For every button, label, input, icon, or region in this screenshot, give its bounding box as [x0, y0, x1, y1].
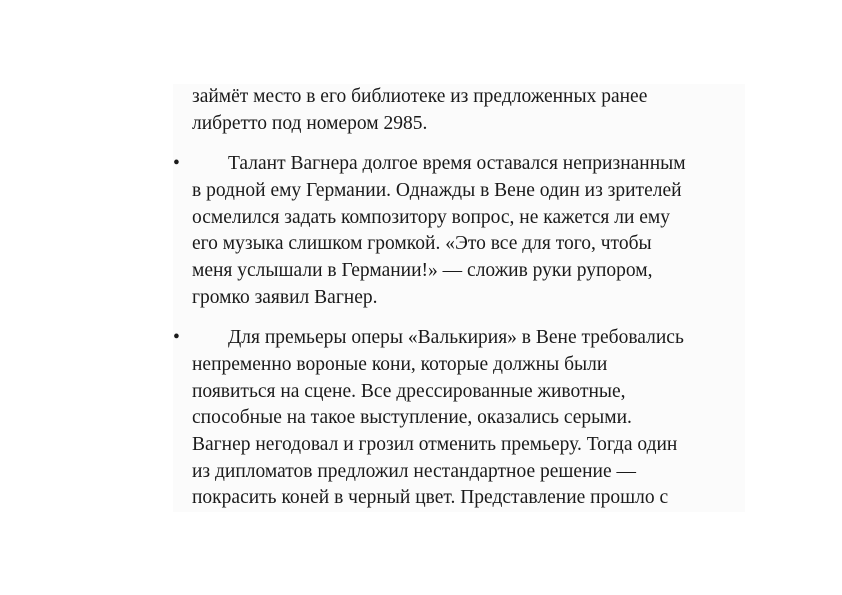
bullet-3: •	[173, 327, 180, 348]
paragraph-3-line-1: Для премьеры оперы «Валькирия» в Вене требовались	[228, 327, 684, 348]
paragraph-3-line-3: появиться на сцене. Все дрессированные животные,	[192, 381, 626, 402]
paragraph-3-line-5: Вагнер негодовал и грозил отменить премьеру. Тогда один	[192, 434, 678, 455]
paragraph-2-line-1: Талант Вагнера долгое время оставался непризнанным	[228, 153, 686, 174]
paragraph-3-line-4: способные на такое выступление, оказались серыми.	[192, 407, 632, 428]
paragraph-3-line-2: непременно вороные кони, которые должны были	[192, 354, 608, 375]
paragraph-3-line-6: из дипломатов предложил нестандартное решение —	[192, 461, 636, 482]
bullet-2: •	[173, 153, 180, 174]
text-block	[173, 84, 745, 512]
paragraph-1-line-1: займёт место в его библиотеке из предложенных ранее	[192, 86, 648, 107]
paragraph-2-line-3: осмелился задать композитору вопрос, не кажется ли ему	[192, 207, 671, 228]
paragraph-2-line-2: в родной ему Германии. Однажды в Вене один из зрителей	[192, 180, 682, 201]
paragraph-2-line-6: громко заявил Вагнер.	[192, 287, 378, 308]
paragraph-2-line-4: его музыка слишком громкой. «Это все для того, чтобы	[192, 233, 652, 254]
paragraph-2-line-5: меня услышали в Германии!» — сложив руки рупором,	[192, 260, 653, 281]
paragraph-1-line-2: либретто под номером 2985.	[192, 113, 428, 134]
paragraph-3-line-7: покрасить коней в черный цвет. Представление прошло с	[192, 487, 669, 508]
